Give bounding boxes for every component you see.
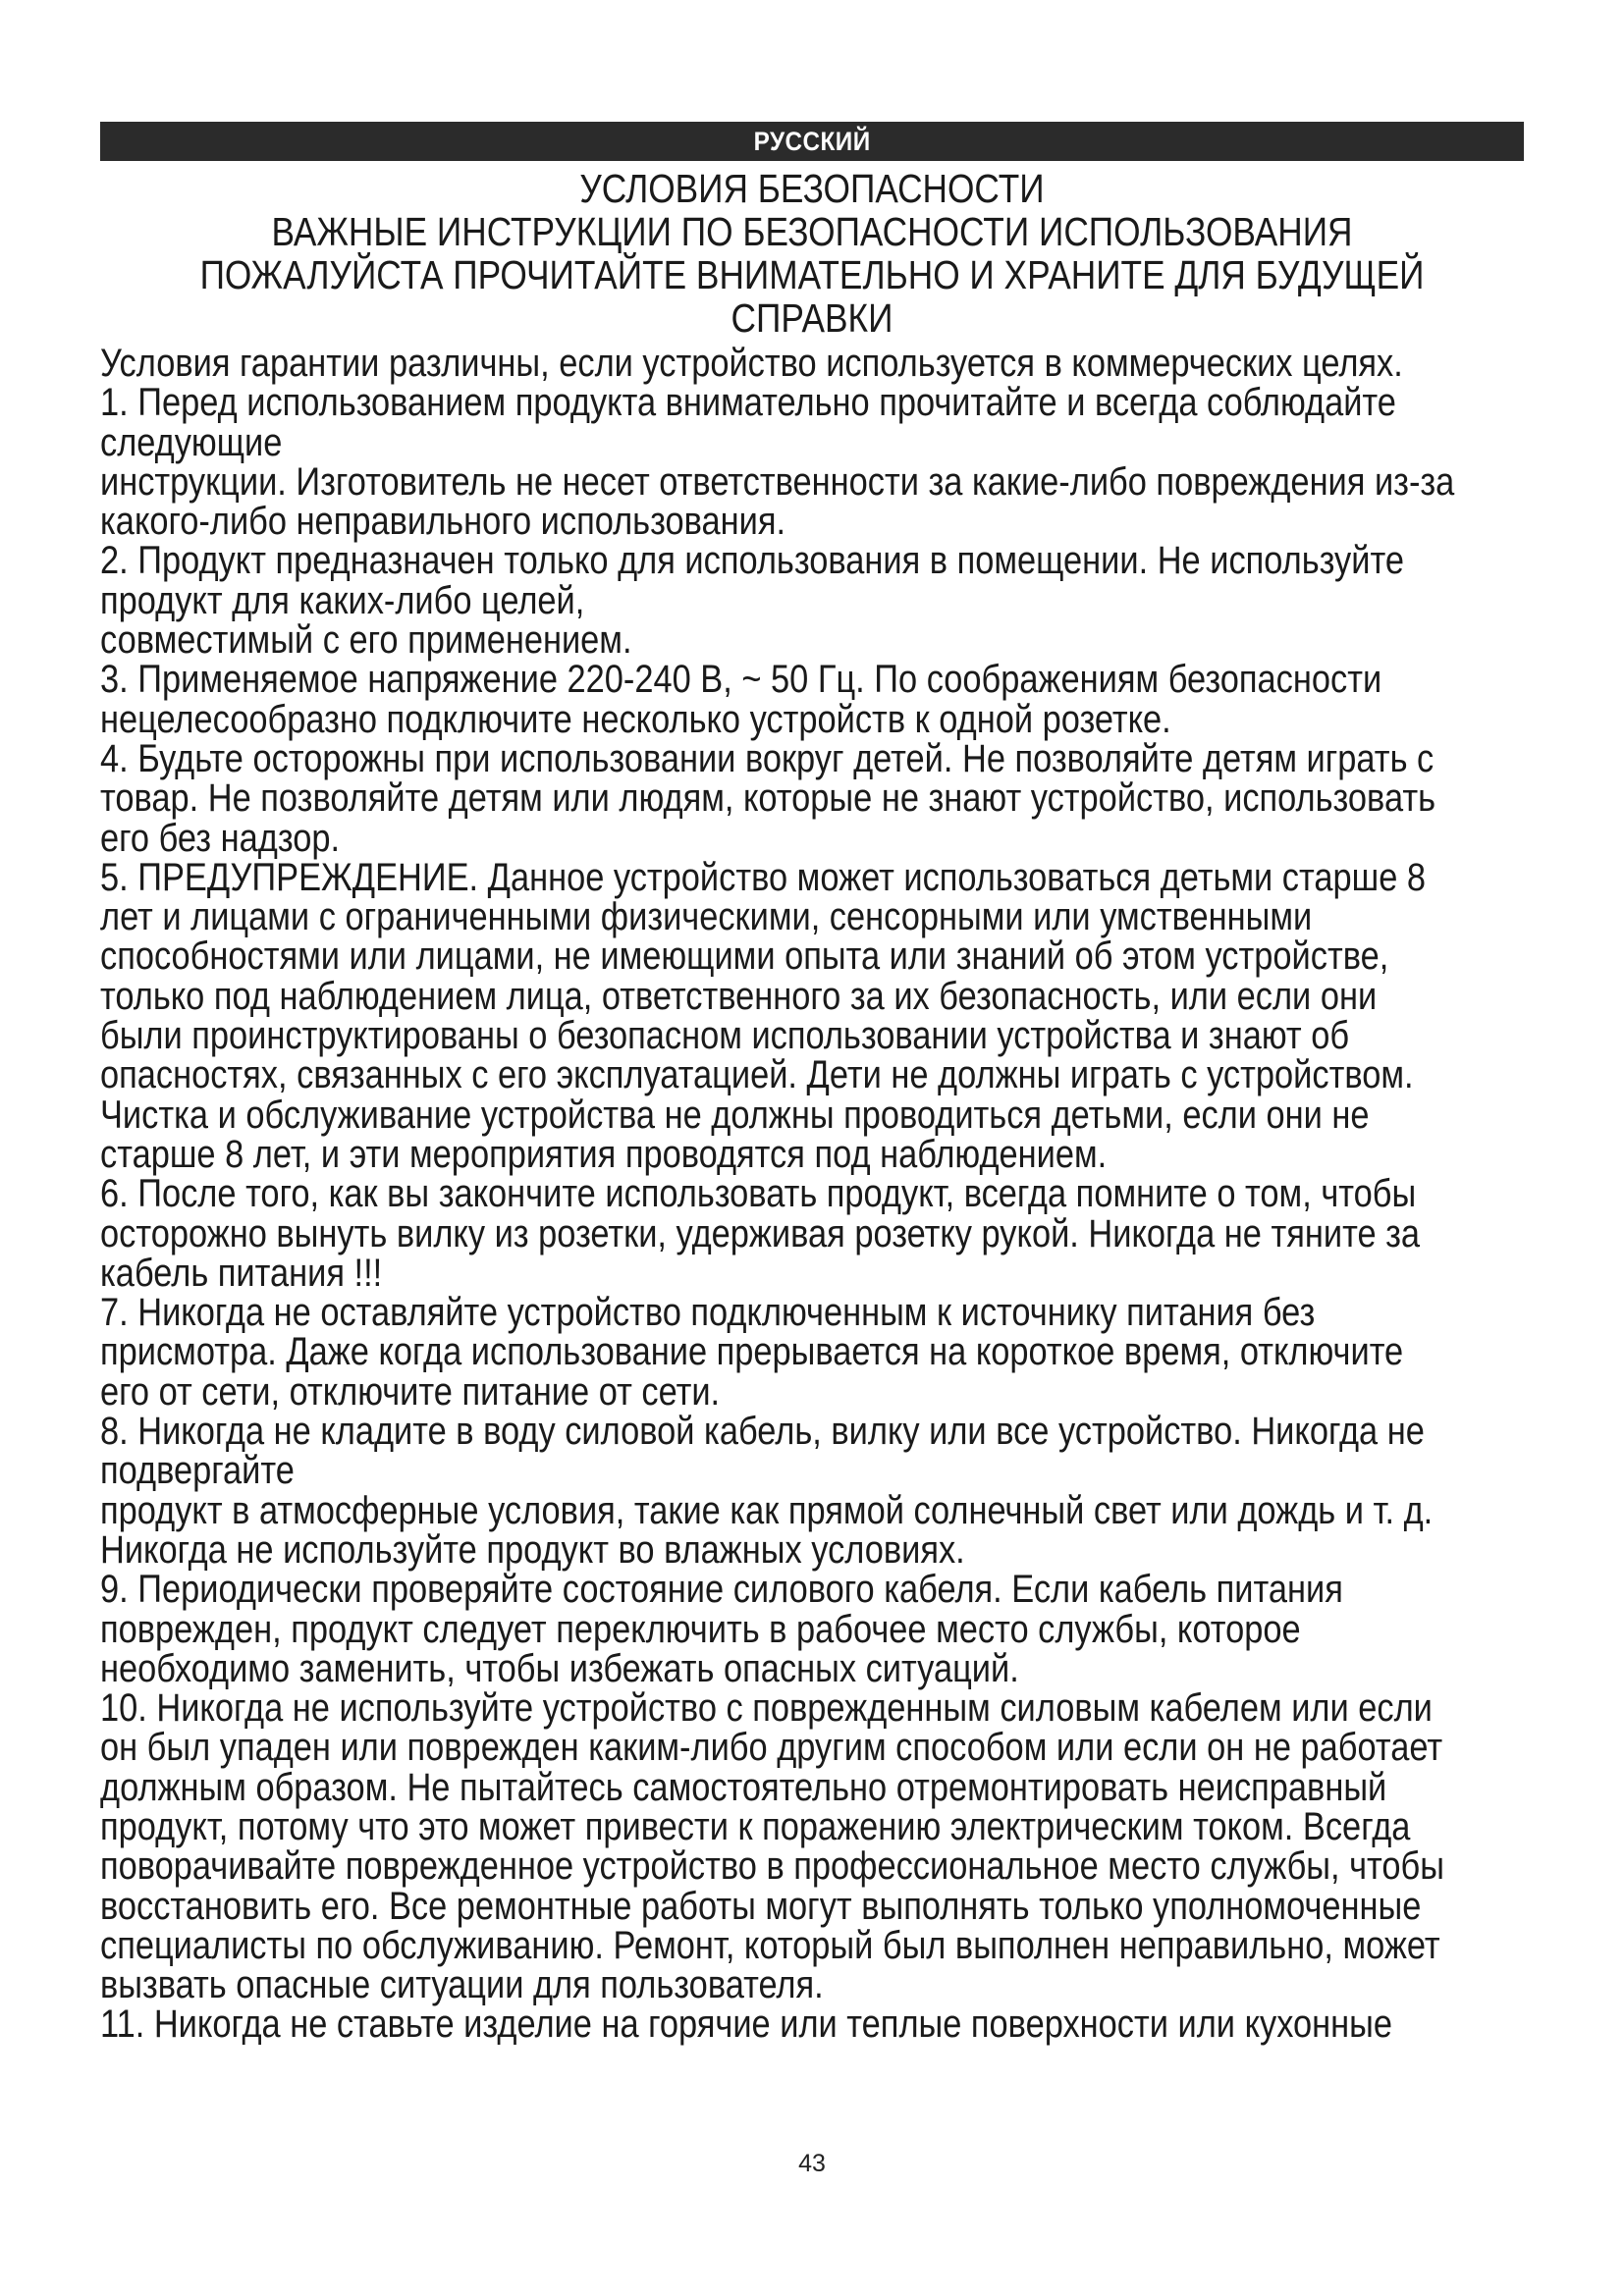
text-line: старше 8 лет, и эти мероприятия проводятся под наблюдением. [100, 1132, 1108, 1176]
language-header-bar [100, 122, 1524, 161]
text-line: поворачивайте поврежденное устройство в профессиональное место службы, чтобы [100, 1844, 1444, 1889]
text-line: какого-либо неправильного использования. [100, 500, 786, 544]
text-line: 3. Применяемое напряжение 220-240 В, ~ 50 Гц. По соображениям безопасности [100, 658, 1382, 702]
text-line: он был упаден или поврежден каким-либо другим способом или если он не работает [100, 1726, 1443, 1770]
text-line: опасностях, связанных с его эксплуатацией. Дети не должны играть с устройством. [100, 1053, 1414, 1097]
text-line: 9. Периодически проверяйте состояние силового кабеля. Если кабель питания [100, 1568, 1343, 1612]
text-line: Никогда не используйте продукт во влажных условиях. [100, 1527, 965, 1572]
text-line: 8. Никогда не кладите в воду силовой кабель, вилку или все устройство. Никогда не [100, 1410, 1425, 1454]
language-label: РУССКИЙ [753, 126, 871, 156]
text-line: осторожно вынуть вилку из розетки, удерживая розетку рукой. Никогда не тяните за [100, 1211, 1421, 1255]
text-line: 1. Перед использованием продукта внимательно прочитайте и всегда соблюдайте [100, 381, 1396, 425]
section-subtitle-line-2: ПОЖАЛУЙСТА ПРОЧИТАЙТЕ ВНИМАТЕЛЬНО И ХРАНИТЕ ДЛЯ БУДУЩЕЙ [199, 252, 1425, 297]
text-line: следующие [100, 420, 283, 464]
text-line: поврежден, продукт следует переключить в рабочее место службы, которое [100, 1607, 1301, 1651]
text-line: присмотра. Даже когда использование прерывается на короткое время, отключите [100, 1330, 1404, 1374]
section-subtitle-line-3: СПРАВКИ [731, 295, 893, 341]
section-subtitle: ВАЖНЫЕ ИНСТРУКЦИИ ПО БЕЗОПАСНОСТИ ИСПОЛЬЗОВАНИЯ [271, 209, 1353, 254]
text-line: Чистка и обслуживание устройства не должны проводиться детьми, если они не [100, 1093, 1370, 1137]
text-line: 2. Продукт предназначен только для использования в помещении. Не используйте [100, 539, 1404, 583]
text-line: 7. Никогда не оставляйте устройство подключенным к источнику питания без [100, 1291, 1316, 1335]
text-line: лет и лицами с ограниченными физическими, сенсорными или умственными [100, 895, 1313, 939]
text-line: его без надзор. [100, 816, 341, 860]
text-line: кабель питания !!! [100, 1251, 383, 1295]
instructions-body [100, 344, 1534, 2045]
text-line: только под наблюдением лица, ответственного за их безопасность, или если они [100, 974, 1378, 1018]
text-line: должным образом. Не пытайтесь самостоятельно отремонтировать неисправный [100, 1765, 1387, 1809]
text-line: продукт для каких-либо целей, [100, 578, 585, 622]
text-line: восстановить его. Все ремонтные работы могут выполнять только уполномоченные [100, 1884, 1422, 1928]
text-line: способностями или лицами, не имеющими опыта или знаний об этом устройстве, [100, 934, 1389, 979]
text-line: подвергайте [100, 1449, 295, 1493]
text-line: продукт в атмосферные условия, такие как прямой солнечный свет или дождь и т. д. [100, 1488, 1434, 1532]
text-line: продукт, потому что это может привести к поражению электрическим током. Всегда [100, 1804, 1411, 1848]
text-line: нецелесообразно подключите несколько устройств к одной розетке. [100, 697, 1171, 741]
text-line: 10. Никогда не используйте устройство с поврежденным силовым кабелем или если [100, 1686, 1433, 1731]
text-line: 11. Никогда не ставьте изделие на горячие или теплые поверхности или кухонные [100, 2002, 1393, 2047]
section-headings [100, 167, 1524, 340]
text-line: 6. После того, как вы закончите использовать продукт, всегда помните о том, чтобы [100, 1172, 1417, 1216]
text-line: его от сети, отключите питание от сети. [100, 1369, 721, 1414]
text-line: инструкции. Изготовитель не несет ответственности за какие-либо повреждения из-за [100, 459, 1455, 504]
text-line: специалисты по обслуживанию. Ремонт, который был выполнен неправильно, может [100, 1923, 1440, 1967]
text-line: 5. ПРЕДУПРЕЖДЕНИЕ. Данное устройство может использоваться детьми старше 8 [100, 855, 1427, 899]
text-line: 4. Будьте осторожны при использовании вокруг детей. Не позволяйте детям играть с [100, 736, 1435, 780]
text-line: вызвать опасные ситуации для пользователя. [100, 1963, 824, 2007]
text-line: были проинструктированы о безопасном использовании устройства и знают об [100, 1014, 1350, 1058]
text-line: товар. Не позволяйте детям или людям, которые не знают устройство, использовать [100, 776, 1435, 821]
text-line: совместимый с его применением. [100, 618, 632, 663]
text-line: Условия гарантии различны, если устройство используется в коммерческих целях. [100, 342, 1403, 385]
section-title: УСЛОВИЯ БЕЗОПАСНОСТИ [579, 166, 1045, 211]
page-number: 43 [798, 2150, 826, 2177]
text-line: необходимо заменить, чтобы избежать опасных ситуаций. [100, 1646, 1019, 1690]
